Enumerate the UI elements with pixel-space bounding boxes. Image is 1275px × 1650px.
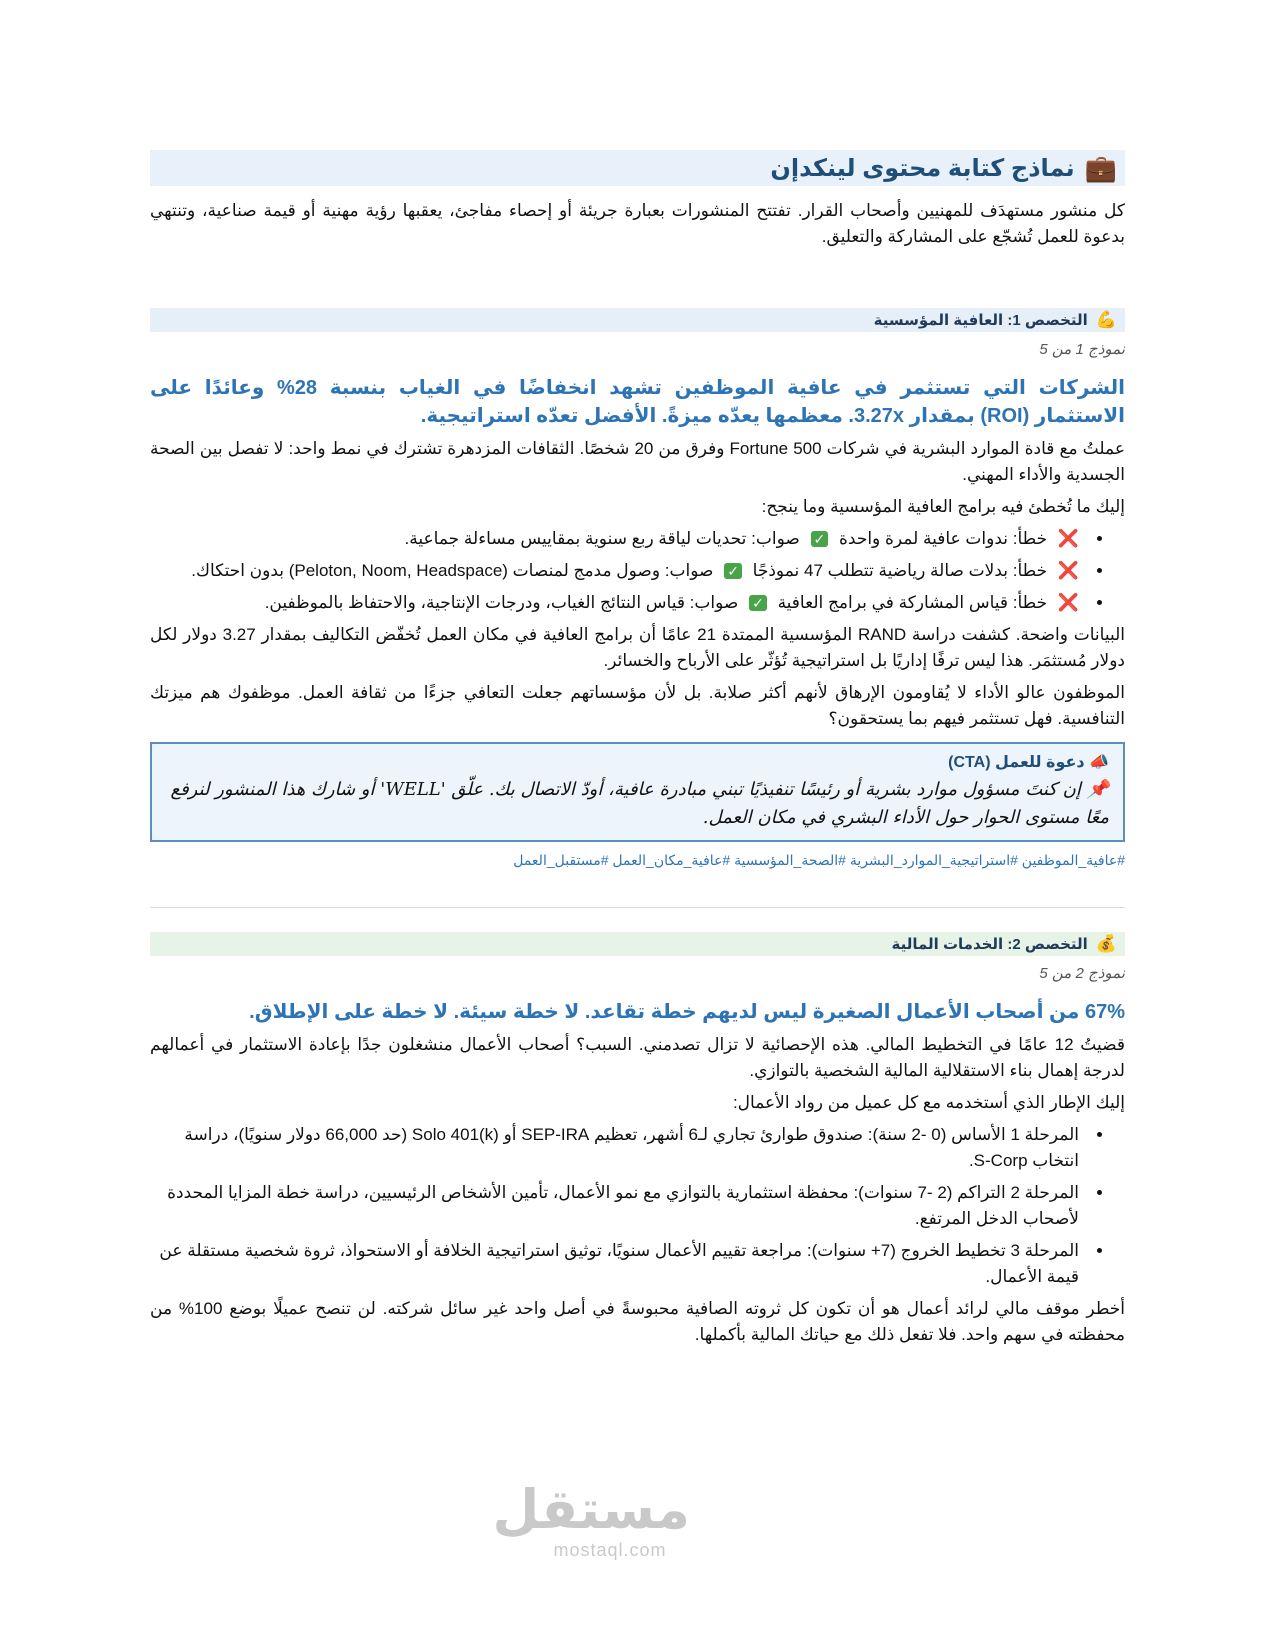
page-title-text: نماذج كتابة محتوى لينكدإن	[770, 154, 1075, 182]
intro-paragraph: كل منشور مستهدَف للمهنيين وأصحاب القرار. تفتتح المنشورات بعبارة جريئة أو إحصاء مفاجئ، يعقبها رؤية مهنية أو قيمة صناعية، وتنتهي بدعوة للعمل تُشجّع على المشاركة والتعليق.	[150, 201, 1125, 246]
niche-1-headline: الشركات التي تستثمر في عافية الموظفين تشهد انخفاضًا في الغياب بنسبة 28% وعائدًا على الاستثمار (ROI) بمقدار 3.27x. معظمها يعدّه ميزةً. الأفضل تعدّه استراتيجية.	[150, 377, 1125, 427]
flexed-biceps-icon: 💪	[1095, 310, 1117, 329]
niche-1-bullet-list	[150, 526, 1125, 616]
cross-mark-icon: ❌	[1057, 529, 1079, 548]
niche-2-paragraph-1: قضيتُ 12 عامًا في التخطيط المالي. هذه الإحصائية لا تزال تصدمني. السبب؟ أصحاب الأعمال منشغلون جدًا بإعادة الاستثمار في أعمالهم لدرجة إهمال بناء الاستقلالية المالية الشخصية بالتوازي.	[150, 1035, 1125, 1080]
niche-1-header	[150, 308, 1125, 332]
watermark-latin: mostaql.com	[553, 1540, 667, 1560]
niche-2-headline: 67% من أصحاب الأعمال الصغيرة ليس لديهم خطة تقاعد. لا خطة سيئة. لا خطة على الإطلاق.	[249, 1001, 1125, 1023]
wrong-text: خطأ: ندوات عافية لمرة واحدة	[838, 529, 1048, 548]
hashtags[interactable]: #عافية_الموظفين #استراتيجية_الموارد_البشرية #الصحة_المؤسسية #عافية_مكان_العمل #مستقبل_العمل	[513, 852, 1125, 868]
niche-1-sample-number: نموذج 1 من 5	[1039, 341, 1125, 358]
list-item	[150, 558, 1085, 584]
document-page	[150, 150, 1125, 1348]
niche-2-label: التخصص 2: الخدمات المالية	[891, 936, 1088, 953]
list-item: • المرحلة 1 الأساس (0 -2 سنة): صندوق طوارئ تجاري لـ6 أشهر، تعظيم SEP-IRA أو Solo 401(k) (حد 66,000 دولار سنويًا)، دراسة انتخاب S-Corp.	[150, 1122, 1085, 1174]
niche-2-header	[150, 932, 1125, 956]
niche-1-paragraph-1: عملتُ مع قادة الموارد البشرية في شركات Fortune 500 وفرق من 20 شخصًا. الثقافات المزدهرة تشترك في نمط واحد: لا تفصل بين الصحة الجسدية والأداء المهني.	[150, 439, 1125, 484]
check-mark-icon: ✓	[749, 595, 767, 611]
list-item	[150, 526, 1085, 552]
cta-title	[166, 752, 1109, 772]
niche-1-label: التخصص 1: العافية المؤسسية	[873, 312, 1088, 329]
niche-1-paragraph-2: إليك ما تُخطئ فيه برامج العافية المؤسسية وما ينجح:	[761, 497, 1125, 516]
niche-2-paragraph-2: إليك الإطار الذي أستخدمه مع كل عميل من رواد الأعمال:	[732, 1093, 1125, 1112]
wrong-text: خطأ: بدلات صالة رياضية تتطلب 47 نموذجًا	[752, 561, 1048, 580]
page-title	[150, 150, 1125, 186]
list-item: • المرحلة 2 التراكم (2 -7 سنوات): محفظة استثمارية بالتوازي مع نمو الأعمال، تأمين الأشخاص الرئيسيين، دراسة خطة المزايا المحددة لأصحاب الدخل المرتفع.	[150, 1180, 1085, 1232]
niche-2-bullet-list	[150, 1122, 1125, 1290]
cta-box	[150, 742, 1125, 842]
briefcase-icon: 💼	[1084, 152, 1117, 183]
cta-body	[166, 776, 1109, 832]
watermark-arabic: مستقل	[492, 1480, 690, 1540]
right-text: صواب: تحديات لياقة ربع سنوية بمقاييس مساءلة جماعية.	[404, 529, 800, 548]
list-item: • المرحلة 3 تخطيط الخروج (7+ سنوات): مراجعة تقييم الأعمال سنويًا، توثيق استراتيجية الخلافة أو الاستحواذ، ثروة شخصية مستقلة عن قيمة الأعمال.	[150, 1238, 1085, 1290]
pushpin-icon: 📌	[1086, 779, 1109, 800]
cross-mark-icon: ❌	[1057, 593, 1079, 612]
megaphone-icon: 📣	[1089, 754, 1109, 771]
niche-1-paragraph-4: الموظفون عالو الأداء لا يُقاومون الإرهاق لأنهم أكثر صلابة. بل لأن مؤسساتهم جعلت التعافي جزءًا من ثقافة العمل. موظفوك هم ميزتك التنافسية. فهل تستثمر فيهم بما يستحقون؟	[150, 683, 1125, 728]
niche-2-sample-number: نموذج 2 من 5	[1039, 965, 1125, 982]
money-bag-icon: 💰	[1095, 934, 1117, 953]
check-mark-icon: ✓	[811, 531, 829, 547]
niche-2-paragraph-3: أخطر موقف مالي لرائد أعمال هو أن تكون كل ثروته الصافية محبوسةً في أصل واحد غير سائل شركته. لن تنصح عميلًا بوضع 100% من محفظته في سهم واحد. فلا تفعل ذلك مع حياتك المالية بأكملها.	[150, 1299, 1125, 1344]
section-divider	[150, 907, 1125, 908]
niche-1-paragraph-3: البيانات واضحة. كشفت دراسة RAND المؤسسية الممتدة 21 عامًا أن برامج العافية في مكان العمل تُخفّض التكاليف بمقدار 3.27 دولار لكل دولار مُستثمَر. هذا ليس ترفًا إداريًا بل استراتيجية تُؤثّر على الأرباح والخسائر.	[150, 625, 1125, 670]
list-item	[150, 590, 1085, 616]
right-text: صواب: قياس النتائج الغياب، ودرجات الإنتاجية، والاحتفاظ بالموظفين.	[264, 593, 739, 612]
watermark-logo	[492, 1480, 690, 1561]
cta-title-text: دعوة للعمل (CTA)	[948, 754, 1085, 771]
right-text: صواب: وصول مدمج لمنصات (Peloton, Noom, Headspace) بدون احتكاك.	[191, 561, 714, 580]
check-mark-icon: ✓	[724, 563, 742, 579]
cta-body-text: إن كنتَ مسؤول موارد بشرية أو رئيسًا تنفيذيًا تبني مبادرة عافية، أودّ الاتصال بك. علّق 'WELL' أو شارك هذا المنشور لنرفع معًا مستوى الحوار حول الأداء البشري في مكان العمل.	[170, 779, 1109, 828]
cross-mark-icon: ❌	[1057, 561, 1079, 580]
wrong-text: خطأ: قياس المشاركة في برامج العافية	[777, 593, 1048, 612]
